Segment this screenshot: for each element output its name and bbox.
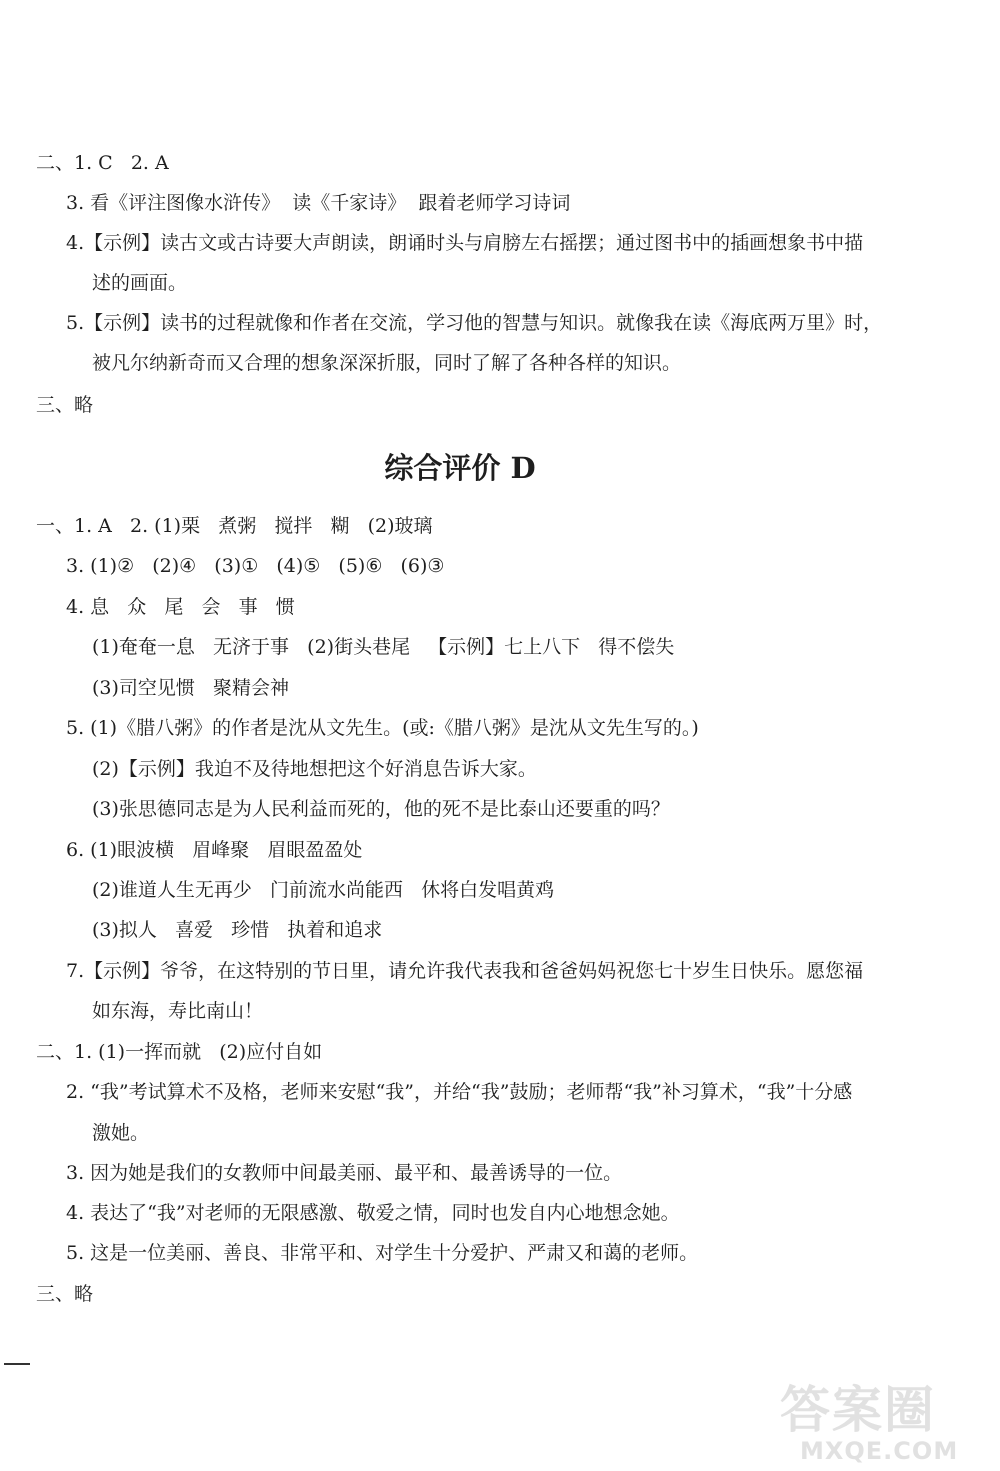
d-line-3: 3. (1)② (2)④ (3)① (4)⑤ (5)⑥ (6)③ [66, 555, 445, 577]
d-line-2-2-cont: 激她。 [92, 1122, 150, 1144]
page-rule [4, 1363, 30, 1365]
d-line-3: 三、略 [36, 1283, 94, 1305]
d-line-4-3: (3)司空见惯 聚精会神 [92, 677, 290, 699]
answer-line-2-1: 二、1. C 2. A [36, 152, 169, 174]
answer-line-2-4: 4.【示例】读古文或古诗要大声朗读，朗诵时头与肩膀左右摇摆；通过图书中的插画想象书中描 [66, 232, 864, 254]
d-line-5-2: (2)【示例】我迫不及待地想把这个好消息告诉大家。 [92, 758, 537, 780]
d-line-1: 一、1. A 2. (1)栗 煮粥 搅拌 糊 (2)玻璃 [36, 515, 433, 537]
d-line-6-2: (2)谁道人生无再少 门前流水尚能西 休将白发唱黄鸡 [92, 879, 555, 901]
watermark-logo [780, 1382, 995, 1464]
watermark-text: 答案圈 [780, 1381, 936, 1439]
d-line-7: 7.【示例】爷爷，在这特别的节日里，请允许我代表我和爸爸妈妈祝您七十岁生日快乐。愿您福 [66, 960, 864, 982]
d-line-4-1: (1)奄奄一息 无济于事 (2)街头巷尾 【示例】七上八下 得不偿失 [92, 636, 675, 658]
answer-line-2-5-cont: 被凡尔纳新奇而又合理的想象深深折服，同时了解了各种各样的知识。 [92, 352, 682, 374]
d-line-5-1: 5. (1)《腊八粥》的作者是沈从文先生。(或:《腊八粥》是沈从文先生写的。) [66, 717, 699, 739]
answer-line-2-4-cont: 述的画面。 [92, 272, 188, 294]
answer-line-2-5: 5.【示例】读书的过程就像和作者在交流，学习他的智慧与知识。就像我在读《海底两万里》时， [66, 312, 883, 334]
d-line-2-4: 4. 表达了“我”对老师的无限感激、敬爱之情，同时也发自内心地想念她。 [66, 1202, 680, 1224]
watermark-url: MXQE.COM [800, 1437, 959, 1465]
d-line-2-2: 2. “我”考试算术不及格，老师来安慰“我”，并给“我”鼓励；老师帮“我”补习算术，“我”十分感 [66, 1081, 853, 1103]
d-line-5-3: (3)张思德同志是为人民利益而死的，他的死不是比泰山还要重的吗？ [92, 798, 670, 820]
d-line-6-1: 6. (1)眼波横 眉峰聚 眉眼盈盈处 [66, 839, 363, 861]
answer-line-3: 三、略 [36, 394, 94, 416]
d-line-6-3: (3)拟人 喜爱 珍惜 执着和追求 [92, 919, 383, 941]
d-line-7-cont: 如东海，寿比南山！ [92, 1000, 264, 1022]
d-line-4: 4. 息 众 尾 会 事 惯 [66, 596, 295, 618]
d-line-2-5: 5. 这是一位美丽、善良、非常平和、对学生十分爱护、严肃又和蔼的老师。 [66, 1242, 699, 1264]
page-title: 综合评价 D [384, 451, 536, 485]
d-line-2-3: 3. 因为她是我们的女教师中间最美丽、最平和、最善诱导的一位。 [66, 1162, 623, 1184]
answer-line-2-3: 3. 看《评注图像水浒传》 读《千家诗》 跟着老师学习诗词 [66, 192, 571, 214]
d-line-2-1: 二、1. (1)一挥而就 (2)应付自如 [36, 1041, 323, 1063]
